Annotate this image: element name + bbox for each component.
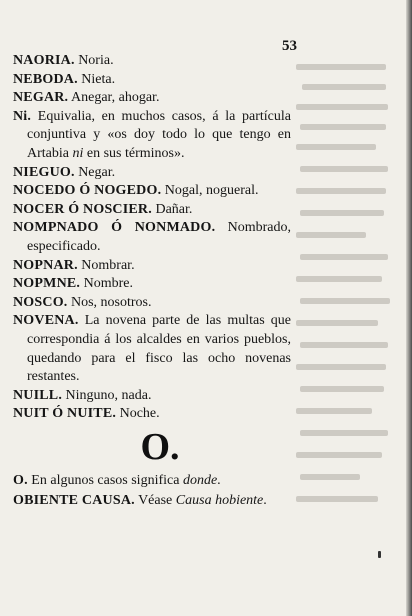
dictionary-entry bbox=[13, 405, 291, 424]
dictionary-entry bbox=[13, 219, 291, 256]
entry-definition: Equivalia, en muchos casos, á la partícula conjuntiva y «os doy todo lo que tengo en Artabia bbox=[27, 108, 291, 161]
dictionary-entry bbox=[13, 387, 291, 406]
entries-list-o bbox=[13, 471, 291, 511]
section-letter: O. bbox=[140, 426, 180, 468]
entry-definition: Noche. bbox=[116, 406, 160, 422]
entry-headword: NOPMNE. bbox=[13, 276, 81, 292]
entry-headword: NEBODA. bbox=[13, 71, 78, 87]
entry-headword: NOVENA. bbox=[13, 313, 79, 329]
page-edge-shadow bbox=[406, 0, 412, 616]
dictionary-entry bbox=[13, 164, 291, 183]
dictionary-entry bbox=[13, 491, 291, 511]
entry-definition: Nombre. bbox=[80, 276, 134, 292]
entry-definition: Nombrar. bbox=[77, 257, 135, 273]
entry-headword: OBIENTE CAUSA. bbox=[13, 493, 135, 508]
entry-headword: NOSCO. bbox=[13, 294, 68, 310]
dictionary-entry bbox=[13, 108, 291, 164]
dictionary-entry bbox=[13, 294, 291, 313]
entry-definition: La novena parte de las multas que correspondia á los alcaldes en varios pueblos, quedando para el fisco las ocho novenas restantes. bbox=[27, 313, 291, 385]
entry-headword: NOPNAR. bbox=[13, 257, 78, 273]
entry-definition: Nombrado, especificado. bbox=[27, 220, 291, 254]
entry-definition: Ninguno, nada. bbox=[62, 387, 152, 403]
entry-definition: Nos, nosotros. bbox=[67, 294, 152, 310]
page-number: 53 bbox=[282, 38, 297, 54]
entry-definition: Anegar, ahogar. bbox=[68, 90, 160, 106]
entry-headword: O. bbox=[13, 473, 28, 488]
entry-headword: Ni. bbox=[13, 108, 32, 124]
entries-list-n bbox=[13, 52, 291, 424]
entry-definition-end: . bbox=[263, 493, 267, 508]
entry-definition-italic: Causa hobiente bbox=[175, 493, 264, 508]
dictionary-entry bbox=[13, 312, 291, 386]
dictionary-entry bbox=[13, 182, 291, 201]
dictionary-entry bbox=[13, 71, 291, 90]
entry-definition: Nogal, nogueral. bbox=[161, 183, 259, 199]
dictionary-entry bbox=[13, 257, 291, 276]
dictionary-entry bbox=[13, 471, 291, 491]
entry-headword: NOMPNADO Ó NONMADO. bbox=[13, 220, 216, 236]
dictionary-entry bbox=[13, 89, 291, 108]
entry-definition-italic: donde bbox=[182, 473, 218, 488]
entry-headword: NAORIA. bbox=[13, 53, 75, 68]
entry-headword: NEGAR. bbox=[13, 90, 69, 106]
entry-headword: NIEGUO. bbox=[13, 164, 75, 180]
entry-definition-italic: ni bbox=[72, 145, 84, 161]
entry-definition: En algunos casos significa bbox=[27, 473, 183, 488]
entry-definition-end: en sus términos». bbox=[83, 145, 185, 161]
entry-definition-end: . bbox=[217, 473, 221, 488]
dictionary-entry bbox=[13, 275, 291, 294]
entry-definition: Negar. bbox=[74, 164, 116, 180]
entry-headword: NOCEDO Ó NOGEDO. bbox=[13, 183, 162, 199]
ink-speck bbox=[378, 551, 381, 558]
entry-headword: NUIT Ó NUITE. bbox=[13, 406, 117, 422]
entry-definition: Noria. bbox=[74, 53, 114, 68]
entry-headword: NOCER Ó NOSCIER. bbox=[13, 201, 152, 217]
entry-headword: NUILL. bbox=[13, 387, 63, 403]
entry-definition: Véase bbox=[134, 493, 176, 508]
dictionary-entry bbox=[13, 201, 291, 220]
entry-definition: Nieta. bbox=[77, 71, 116, 87]
dictionary-entry bbox=[13, 52, 291, 71]
entry-definition: Dañar. bbox=[151, 201, 193, 217]
